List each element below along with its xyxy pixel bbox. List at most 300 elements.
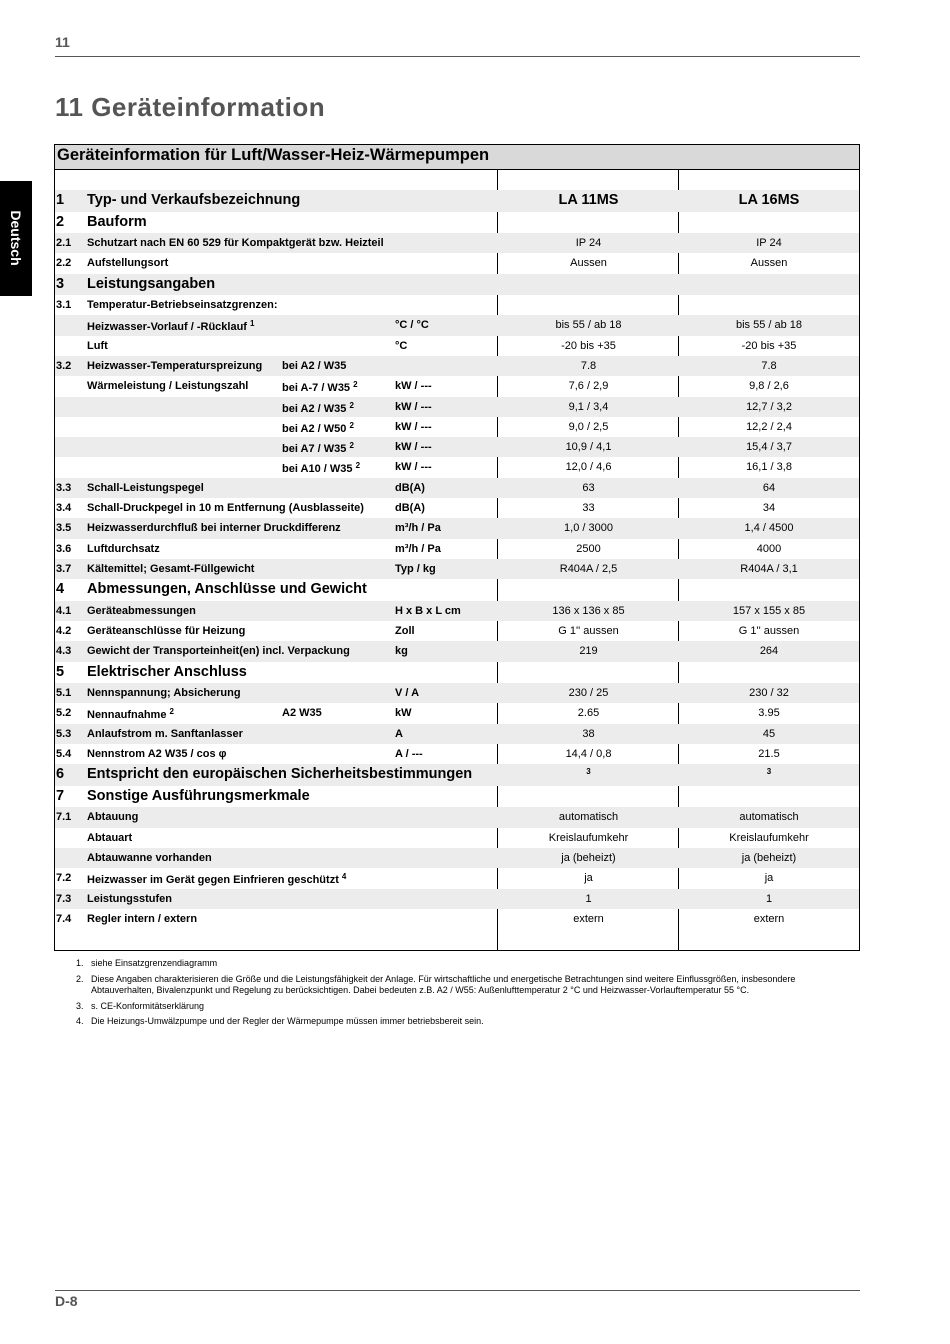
row-unit <box>395 563 436 575</box>
row-number-text: 5.4 <box>56 748 72 761</box>
row-label-text: Schutzart nach EN 60 529 für Kompaktgerät bzw. Heizteil <box>87 237 384 249</box>
value-la16ms <box>679 852 859 864</box>
value-la16ms <box>679 360 859 372</box>
table-row <box>55 397 859 417</box>
row-label-text: Luftdurchsatz <box>87 542 160 555</box>
row-label-text: Leistungsstufen <box>87 892 172 905</box>
value-la11ms <box>498 767 679 776</box>
row-label <box>87 237 384 249</box>
row-number-text: 4.3 <box>56 645 72 658</box>
value-la16ms <box>679 707 859 719</box>
row-label <box>87 811 138 823</box>
value-la11ms <box>498 461 679 473</box>
footnote-ref: 2 <box>349 420 354 430</box>
value-la11ms-text: 7.8 <box>580 359 597 372</box>
language-tab-label: Deutsch <box>8 210 24 266</box>
row-condition <box>282 441 354 455</box>
row-unit <box>395 687 419 699</box>
value-la11ms <box>498 401 679 413</box>
row-number <box>56 581 64 597</box>
value-la11ms-text: R404A / 2,5 <box>559 562 618 575</box>
table-row <box>55 539 859 559</box>
row-unit-text: dB(A) <box>395 481 425 494</box>
row-condition <box>282 401 354 415</box>
row-unit-text: Zoll <box>395 625 415 638</box>
row-number <box>56 625 71 637</box>
footnote-ref: 2 <box>349 400 354 410</box>
section-row <box>55 190 859 212</box>
footnote-item <box>78 974 858 997</box>
value-la16ms <box>679 563 859 575</box>
value-la11ms-text: Kreislaufumkehr <box>548 831 629 844</box>
row-unit <box>395 543 441 555</box>
row-unit <box>395 421 432 433</box>
row-number-text: 2.2 <box>56 257 72 270</box>
row-number <box>56 913 71 925</box>
row-unit <box>395 625 415 637</box>
row-label <box>87 276 215 292</box>
value-la11ms <box>498 421 679 433</box>
row-number <box>56 605 71 617</box>
footnote-ref: 2 <box>355 461 361 471</box>
value-la16ms <box>679 522 859 534</box>
footnote-ref: 2 <box>349 441 354 451</box>
row-label-text: Anlaufstrom m. Sanftanlasser <box>87 727 243 740</box>
row-label-text: Abtauung <box>87 811 139 824</box>
value-la16ms-text: IP 24 <box>756 237 782 249</box>
value-la16ms-text: 12,7 / 3,2 <box>746 400 792 413</box>
row-label <box>87 625 245 637</box>
value-la16ms <box>679 913 859 925</box>
row-label-text: Typ- und Verkaufsbezeichnung <box>87 192 301 208</box>
value-la11ms <box>498 543 679 555</box>
value-la16ms <box>679 380 859 392</box>
row-label <box>87 319 254 333</box>
row-number-text: 4.1 <box>56 604 72 617</box>
section-row <box>55 212 859 234</box>
row-unit <box>395 707 412 719</box>
table-row <box>55 744 859 764</box>
footnote-text: Diese Angaben charakterisieren die Größe und die Leistungsfähigkeit der Anlage. Für wirtschaftliche und energetische Betrachtungen sind weitere Einflussgrößen, insbesondere Abtauverhalten, Bivalenzpunkt und Regelung zu berücksichtigen. Dabei bedeuten z.B. A2 / W55: Außenlufttemperatur 2 °C und Heizwasser-Vorlauftemperatur 55 °C. <box>91 973 796 995</box>
value-la16ms <box>679 832 859 844</box>
row-number-text: 6 <box>56 766 65 783</box>
row-unit-text: kW / --- <box>395 441 432 454</box>
table-row <box>55 498 859 518</box>
value-la11ms <box>498 257 679 269</box>
value-la11ms <box>498 852 679 864</box>
value-la16ms-text: ja <box>764 872 774 885</box>
row-label <box>87 664 247 680</box>
row-label <box>87 687 241 699</box>
value-la11ms <box>498 502 679 514</box>
row-unit <box>395 605 461 617</box>
row-number-text: 3.5 <box>56 522 72 535</box>
value-la16ms <box>679 340 859 352</box>
row-label-text: Nennspannung; Absicherung <box>87 687 241 700</box>
page-number-bottom: D-8 <box>55 1293 78 1309</box>
value-la11ms-text: LA 11MS <box>558 192 619 208</box>
value-la16ms-text: 34 <box>762 502 776 515</box>
row-unit-text: kW / --- <box>395 380 432 393</box>
row-number <box>56 687 71 699</box>
value-la16ms-text: 15,4 / 3,7 <box>746 441 792 454</box>
row-number <box>56 748 71 760</box>
page-title: 11 Geräteinformation <box>55 92 326 122</box>
row-number <box>56 872 71 884</box>
row-label-text: Heizwasserdurchfluß bei interner Druckdifferenz <box>87 522 341 535</box>
row-label-text: Wärmeleistung / Leistungszahl <box>87 380 249 393</box>
row-label <box>87 766 472 782</box>
row-unit-text: °C / °C <box>395 319 429 332</box>
row-label-text: Sonstige Ausführungsmerkmale <box>87 787 310 804</box>
value-la16ms <box>679 687 859 699</box>
value-la11ms <box>498 192 679 208</box>
section-row <box>55 764 859 786</box>
value-la16ms <box>679 257 859 269</box>
value-la16ms <box>679 811 859 823</box>
row-unit-text: dB(A) <box>395 502 425 515</box>
row-unit-text: kg <box>395 645 408 658</box>
value-la11ms <box>498 319 679 331</box>
row-label <box>87 522 341 534</box>
value-la11ms-text: ja (beheizt) <box>561 851 616 864</box>
value-la16ms-text: 230 / 32 <box>749 687 789 700</box>
value-la11ms <box>498 645 679 657</box>
footnote-ref: 2 <box>353 380 358 390</box>
value-la16ms-text: 4000 <box>756 542 782 555</box>
row-label <box>87 707 174 721</box>
value-la11ms <box>498 237 679 249</box>
row-number-text: 1 <box>56 192 65 208</box>
value-la16ms-text: 64 <box>762 481 776 494</box>
value-la16ms-text: 45 <box>762 727 776 740</box>
footnote-text: s. CE-Konformitätserklärung <box>91 1000 205 1011</box>
value-la16ms-text: 3.95 <box>758 707 780 720</box>
page-number-top: 11 <box>55 34 70 50</box>
table-row <box>55 336 859 356</box>
row-unit <box>395 441 432 453</box>
row-number <box>56 811 71 823</box>
table-row <box>55 683 859 703</box>
value-la11ms-text: 7,6 / 2,9 <box>568 380 609 393</box>
value-la11ms <box>498 872 679 884</box>
value-la11ms <box>498 832 679 844</box>
row-label <box>87 788 310 804</box>
row-number <box>56 766 64 782</box>
footnote-ref: 1 <box>250 319 255 329</box>
value-la16ms <box>679 401 859 413</box>
value-la11ms-text: G 1'' aussen <box>558 625 619 638</box>
row-number-text: 4.2 <box>56 625 72 638</box>
value-la11ms <box>498 687 679 699</box>
row-unit <box>395 401 432 413</box>
footnote-item <box>78 1016 858 1028</box>
row-label <box>87 872 346 886</box>
value-la16ms-text: bis 55 / ab 18 <box>735 319 803 332</box>
value-la16ms <box>679 543 859 555</box>
row-unit <box>395 319 429 331</box>
value-la16ms-text: 9,8 / 2,6 <box>749 380 789 393</box>
value-la16ms <box>679 767 859 776</box>
row-number <box>56 482 71 494</box>
value-la11ms <box>498 360 679 372</box>
row-unit <box>395 380 432 392</box>
row-label-text: Schall-Leistungspegel <box>87 481 204 494</box>
row-condition <box>282 380 358 394</box>
value-la16ms-text: 1,4 / 4500 <box>744 522 794 535</box>
footnote-text: Die Heizungs-Umwälzpumpe und der Regler der Wärmepumpe müssen immer betriebsbereit sein. <box>91 1016 484 1026</box>
row-label-text: Bauform <box>87 213 147 230</box>
value-la11ms-text: 9,0 / 2,5 <box>568 420 609 433</box>
row-number <box>56 728 71 740</box>
value-la16ms-text: Kreislaufumkehr <box>729 831 809 844</box>
row-label <box>87 563 254 575</box>
value-la16ms-text: R404A / 3,1 <box>740 562 798 575</box>
row-unit <box>395 522 441 534</box>
value-la11ms-text: 9,1 / 3,4 <box>568 400 609 413</box>
language-side-tab <box>0 181 32 296</box>
value-la16ms-text: 21.5 <box>758 748 780 761</box>
row-unit <box>395 482 425 494</box>
table-row <box>55 478 859 498</box>
value-la11ms-text: 63 <box>582 481 595 494</box>
value-la11ms <box>498 340 679 352</box>
row-condition-text: bei A10 / W35 <box>282 463 353 476</box>
value-la16ms <box>679 748 859 760</box>
row-number <box>56 522 71 534</box>
footnote-number: 3. <box>76 1000 84 1011</box>
row-label <box>87 832 132 844</box>
value-la11ms-text: 1,0 / 3000 <box>564 522 613 535</box>
table-row <box>55 621 859 641</box>
value-la11ms <box>498 728 679 740</box>
section-row <box>55 662 859 684</box>
row-number-text: 7 <box>56 787 65 804</box>
row-unit-text: kW <box>395 707 412 720</box>
table-row <box>55 233 859 253</box>
row-number-text: 5.2 <box>56 707 72 720</box>
table-row <box>55 889 859 909</box>
value-la16ms <box>679 893 859 905</box>
value-la16ms-text: 16,1 / 3,8 <box>746 461 792 474</box>
row-label <box>87 192 300 208</box>
row-unit-text: Typ / kg <box>395 562 436 575</box>
table-row <box>55 703 859 723</box>
value-la11ms-text: automatisch <box>558 811 619 824</box>
value-la16ms-text: automatisch <box>739 811 799 824</box>
value-la16ms <box>679 421 859 433</box>
row-label <box>87 214 147 230</box>
value-la16ms <box>679 441 859 453</box>
row-label-text: Aufstellungsort <box>87 257 169 270</box>
value-la11ms <box>498 811 679 823</box>
value-la16ms <box>679 872 859 884</box>
row-unit-text: m³/h / Pa <box>395 522 441 535</box>
value-la16ms <box>679 482 859 494</box>
value-la11ms-text: ja <box>584 872 593 885</box>
footnote-number: 1. <box>76 958 84 968</box>
table-title: Geräteinformation für Luft/Wasser-Heiz-Wärmepumpen <box>55 145 859 170</box>
row-label <box>87 893 172 905</box>
row-number-text: 7.4 <box>56 912 72 925</box>
row-label-text: Abtauwanne vorhanden <box>87 851 212 864</box>
row-number-text: 3.1 <box>56 299 72 312</box>
footnote-number: 4. <box>76 1016 84 1026</box>
row-unit-text: H x B x L cm <box>395 604 461 617</box>
row-number <box>56 214 64 230</box>
row-label <box>87 482 204 494</box>
value-la16ms <box>679 237 859 249</box>
value-la11ms <box>498 625 679 637</box>
row-unit-text: kW / --- <box>395 400 432 413</box>
row-unit-text: m³/h / Pa <box>395 542 441 555</box>
row-unit <box>395 340 407 352</box>
row-label-text: Nennaufnahme <box>87 709 167 722</box>
value-la16ms-text: 7.8 <box>761 359 777 372</box>
value-la16ms-text: Aussen <box>750 257 788 270</box>
row-condition-text: bei A2 / W35 <box>282 359 347 372</box>
section-row <box>55 274 859 296</box>
row-condition <box>282 421 354 435</box>
table-row <box>55 641 859 661</box>
row-unit <box>395 645 408 657</box>
value-la16ms <box>679 502 859 514</box>
value-la16ms <box>679 645 859 657</box>
row-number <box>56 257 71 269</box>
value-la11ms <box>498 893 679 905</box>
row-number-text: 3.7 <box>56 562 72 575</box>
value-la11ms-text: 136 x 136 x 85 <box>552 604 625 617</box>
row-number <box>56 788 64 804</box>
row-unit <box>395 748 423 760</box>
value-la16ms <box>679 319 859 331</box>
value-la11ms-text: bis 55 / ab 18 <box>555 319 622 332</box>
row-number <box>56 707 71 719</box>
value-la16ms-text: 264 <box>759 645 779 658</box>
table-row <box>55 848 859 868</box>
row-label <box>87 502 364 514</box>
value-la16ms <box>679 728 859 740</box>
row-condition-text: bei A2 / W50 <box>282 422 347 435</box>
row-unit-text: A <box>395 727 403 740</box>
value-la11ms <box>498 913 679 925</box>
row-number <box>56 360 71 372</box>
table-row <box>55 868 859 888</box>
table-row <box>55 518 859 538</box>
row-label <box>87 299 278 311</box>
row-label-text: Abtauart <box>87 831 133 844</box>
footnote-ref: 4 <box>341 872 347 882</box>
value-la11ms-text: 12,0 / 4,6 <box>565 461 612 474</box>
value-la11ms-text: 230 / 25 <box>568 687 609 700</box>
value-la11ms-text: 1 <box>585 892 592 905</box>
value-la11ms <box>498 605 679 617</box>
table-row <box>55 437 859 457</box>
value-la16ms-text: -20 bis +35 <box>741 339 797 352</box>
row-number-text: 5.3 <box>56 727 72 740</box>
row-number-text: 3.6 <box>56 542 72 555</box>
row-number <box>56 237 71 249</box>
row-label <box>87 728 243 740</box>
value-la16ms <box>679 461 859 473</box>
value-la16ms <box>679 605 859 617</box>
row-label <box>87 605 196 617</box>
row-label-text: Luft <box>87 339 108 352</box>
value-la11ms-text: 2500 <box>576 542 601 555</box>
table-row <box>55 376 859 396</box>
table-row <box>55 417 859 437</box>
row-label-text: Elektrischer Anschluss <box>87 663 247 680</box>
row-number-text: 5.1 <box>56 687 72 700</box>
row-number <box>56 563 71 575</box>
row-label-text: Geräteanschlüsse für Heizung <box>87 625 246 638</box>
table-row <box>55 356 859 376</box>
footnote-ref: 2 <box>169 707 174 717</box>
row-number-text: 2.1 <box>56 237 72 249</box>
footnote-item <box>78 958 858 970</box>
row-label <box>87 340 108 352</box>
value-la11ms <box>498 441 679 453</box>
row-label <box>87 852 212 864</box>
row-label <box>87 645 350 657</box>
footnote-number: 2. <box>76 973 84 984</box>
row-number <box>56 893 71 905</box>
value-la11ms-text: extern <box>573 912 604 925</box>
row-condition-text: bei A7 / W35 <box>282 443 347 456</box>
row-label <box>87 543 160 555</box>
value-la16ms-text: LA 16MS <box>738 192 800 208</box>
value-la11ms <box>498 748 679 760</box>
footnote-item <box>78 1001 858 1013</box>
row-number-text: 4 <box>56 581 65 598</box>
row-condition-text: A2 W35 <box>282 707 322 720</box>
value-la16ms-text: 3 <box>766 767 772 777</box>
section-row <box>55 786 859 808</box>
table-row <box>55 807 859 827</box>
row-number-text: 7.1 <box>56 811 72 824</box>
row-unit <box>395 461 432 473</box>
row-label <box>87 380 248 392</box>
data-table <box>55 190 859 929</box>
table-row <box>55 457 859 477</box>
value-la16ms-text: ja (beheizt) <box>741 851 797 864</box>
section-row <box>55 579 859 601</box>
table-row <box>55 828 859 848</box>
row-label-text: Temperatur-Betriebseinsatzgrenzen: <box>87 299 278 312</box>
table-row <box>55 724 859 744</box>
row-number-text: 5 <box>56 663 65 680</box>
row-unit <box>395 502 425 514</box>
row-number <box>56 299 71 311</box>
row-unit-text: kW / --- <box>395 420 432 433</box>
value-la11ms-text: 38 <box>582 727 595 740</box>
value-la11ms-text: 14,4 / 0,8 <box>565 748 612 761</box>
value-la16ms <box>679 625 859 637</box>
row-condition-text: bei A-7 / W35 <box>282 382 351 395</box>
row-condition <box>282 461 360 475</box>
value-la11ms <box>498 707 679 719</box>
value-la11ms-text: 3 <box>586 767 591 777</box>
row-number-text: 7.3 <box>56 892 72 905</box>
row-unit-text: °C <box>395 339 408 352</box>
row-label-text: Abmessungen, Anschlüsse und Gewicht <box>87 581 367 598</box>
value-la11ms <box>498 482 679 494</box>
value-la11ms-text: Aussen <box>570 257 607 270</box>
row-number-text: 3.4 <box>56 502 72 515</box>
row-number <box>56 502 71 514</box>
row-label-text: Nennstrom A2 W35 / cos φ <box>87 748 227 761</box>
row-label-text: Heizwasser-Vorlauf / -Rücklauf <box>87 321 247 334</box>
